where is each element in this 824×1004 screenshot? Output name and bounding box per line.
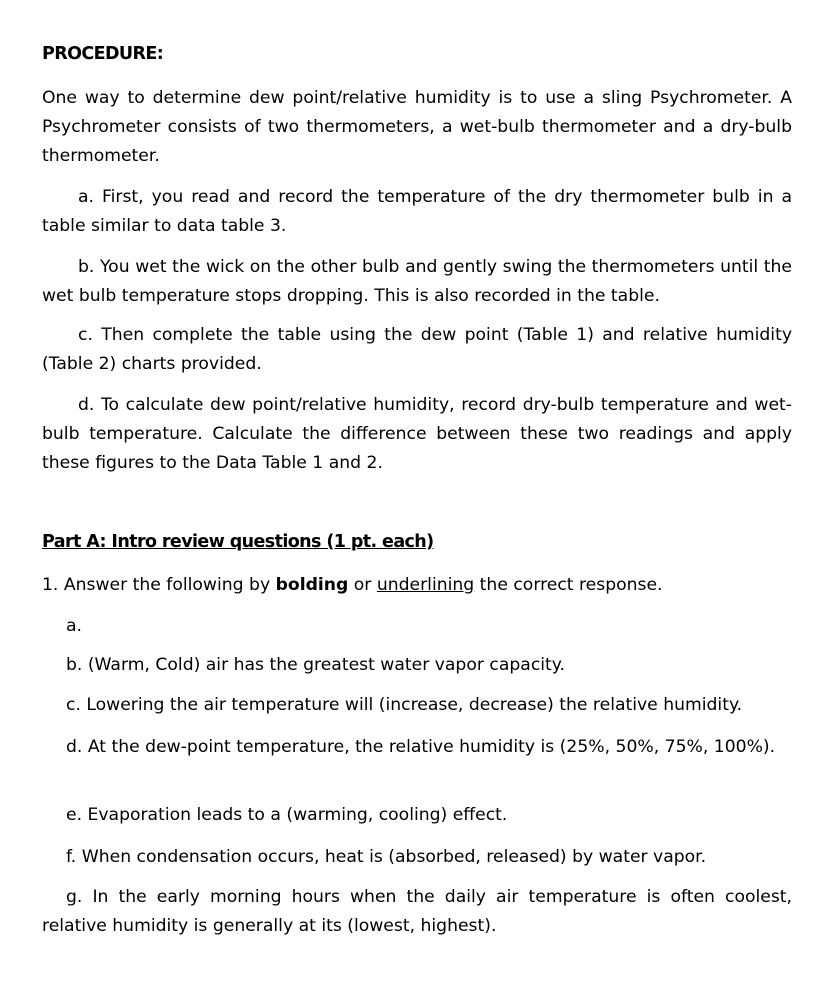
instruction-suffix: the correct response. <box>474 575 663 595</box>
question-item-c: c. Lowering the air temperature will (increase, decrease) the relative humidity. <box>66 695 743 715</box>
part-a-instruction <box>42 571 663 600</box>
question-item-d: d. At the dew-point temperature, the relative humidity is (25%, 50%, 75%, 100%). <box>66 737 776 757</box>
procedure-step-d: d. To calculate dew point/relative humidity, record dry-bulb temperature and wet-bulb temperature. Calculate the difference between these two readings and apply these figures to the Data Table 1 and 2. <box>42 395 792 473</box>
procedure-step-b: b. You wet the wick on the other bulb and gently swing the thermometers until the wet bulb temperature stops dropping. This is also recorded in the table. <box>42 257 792 306</box>
part-a-heading: Part A: Intro review questions (1 pt. each) <box>42 532 434 552</box>
question-item-b: b. (Warm, Cold) air has the greatest water vapor capacity. <box>66 655 565 675</box>
procedure-step-c: c. Then complete the table using the dew point (Table 1) and relative humidity (Table 2) charts provided. <box>42 325 792 374</box>
instruction-or: or <box>348 575 377 595</box>
question-item-a: a. <box>66 616 82 636</box>
procedure-step-a: a. First, you read and record the temperature of the dry thermometer bulb in a table similar to data table 3. <box>42 187 792 236</box>
question-item-g: g. In the early morning hours when the daily air temperature is often coolest, relative humidity is generally at its (lowest, highest). <box>42 887 792 936</box>
question-item-f: f. When condensation occurs, heat is (absorbed, released) by water vapor. <box>66 847 707 867</box>
question-item-e: e. Evaporation leads to a (warming, cooling) effect. <box>66 805 508 825</box>
instruction-underline-word: underlining <box>376 575 475 595</box>
procedure-intro: One way to determine dew point/relative humidity is to use a sling Psychrometer. A Psychrometer consists of two thermometers, a wet-bulb thermometer and a dry-bulb thermometer. <box>42 88 792 166</box>
instruction-prefix: 1. Answer the following by <box>42 575 276 595</box>
instruction-bold-word: bolding <box>275 575 349 595</box>
procedure-heading: PROCEDURE: <box>42 44 164 64</box>
